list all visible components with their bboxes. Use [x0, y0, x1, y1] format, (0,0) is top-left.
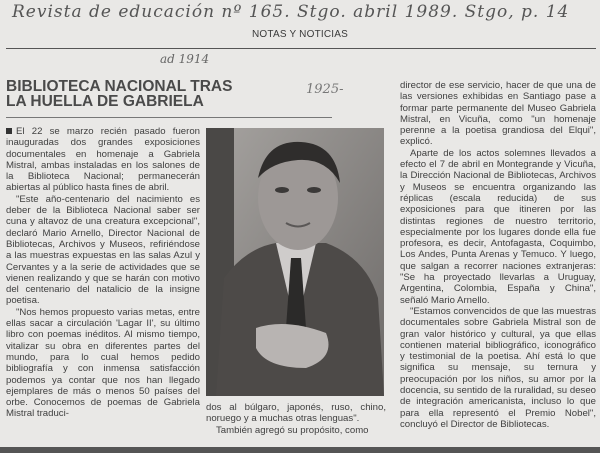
paragraph: "Este año-centenario del nacimiento es deber de la Biblioteca Nacional saber ser cuna y altavoz de una creatura excepcional", declaró Mario Arnello, Director Nacional de Bibliotecas, Archivos y Museos, refiriéndose a las muestras expuestas en las salas Azul y Cervantes y a la serie de actividades que se vienen realizando y que se harán con motivo del centenario del natalicio de la insigne poetisa. [6, 193, 200, 307]
header-rule [6, 48, 596, 49]
title-line-2: LA HUELLA DE GABRIELA [6, 93, 204, 110]
portrait-man-image [206, 128, 384, 396]
portrait-photo [206, 128, 384, 396]
paragraph: Aparte de los actos solemnes llevados a efecto el 7 de abril en Montegrande y Vicuña, la Dirección Nacional de Bibliotecas, Archivos y Museos se encuentra organizando las réplicas (escala reducida) de sus exposiciones para que itineren por las distintas regiones de nuestro territorio, especialmente por los lugares donde ella fue profesora, es decir, Antofagasta, Coquimbo, Los Andes, Punta Arenas y Temuco. Y luego, que salgan a recorrer naciones extranjeras: "Se ha proyectado llevarlas a Uruguay, Argentina, Colombia, España y China", señaló Mario Arnello. [400, 147, 596, 306]
article-title [6, 79, 266, 109]
article-column-right [400, 80, 596, 430]
paragraph: director de ese servicio, hacer de que una de las versiones exhibidas en Santiago pase a formar parte permanente del Museo Gabriela Mistral, en Vicuña, como "un homenaje perenne a la poetisa grandiosa del Elqui", explicó. [400, 80, 596, 148]
paragraph-text: El 22 se marzo recién pasado fueron inauguradas dos grandes exposiciones documentales en homenaje a Gabriela Mistral, ambas instaladas en los salones de la Biblioteca Nacional; permanecerán abiertas al público hasta fines de abril. [6, 126, 200, 194]
article-column-middle [206, 402, 386, 436]
scan-edge [0, 447, 600, 453]
handwritten-year-note: ad 1914 [160, 52, 210, 66]
title-line-1: BIBLIOTECA NACIONAL TRAS [6, 78, 233, 95]
section-header: NOTAS Y NOTICIAS [252, 29, 348, 40]
title-rule [6, 117, 332, 118]
handwritten-year-note-2: 1925- [306, 82, 344, 97]
paragraph: "Nos hemos propuesto varias metas, entre ellas sacar a circulación 'Lagar II', su último libro con poemas inéditos. Al mismo tiempo, vitalizar su obra en diferentes partes del mundo, para lo cual hemos pedido bibliografía y con inmensa satisfacción podemos ya contar que nos han llegado ejemplares de más o menos 50 países del orbe. Conocemos de poemas de Gabriela Mistral traduci- [6, 306, 200, 420]
paragraph [6, 126, 200, 194]
paragraph: "Estamos convencidos de que las muestras documentales sobre Gabriela Mistral son de gran valor histórico y cultural, ya que ellas contienen material bibliográfico, iconográfico y testimonial de la poetisa. Ahí está lo que significa su mensaje, su ternura y preocupación por los niños, su amor por la docencia, su sentido de la ruralidad, su deseo de integración americanista, incluso lo que para ella representó el Premio Nobel", concluyó el Director de Bibliotecas. [400, 305, 596, 430]
paragraph: También agregó su propósito, como [216, 424, 369, 436]
article-column-left [6, 126, 200, 420]
bullet-square-icon [6, 128, 12, 134]
paragraph: dos al búlgaro, japonés, ruso, chino, noruego y a muchas otras lenguas". [206, 402, 386, 425]
handwritten-citation: Revista de educación nº 165. Stgo. abril 1989. Stgo, p. 14 [12, 2, 570, 22]
